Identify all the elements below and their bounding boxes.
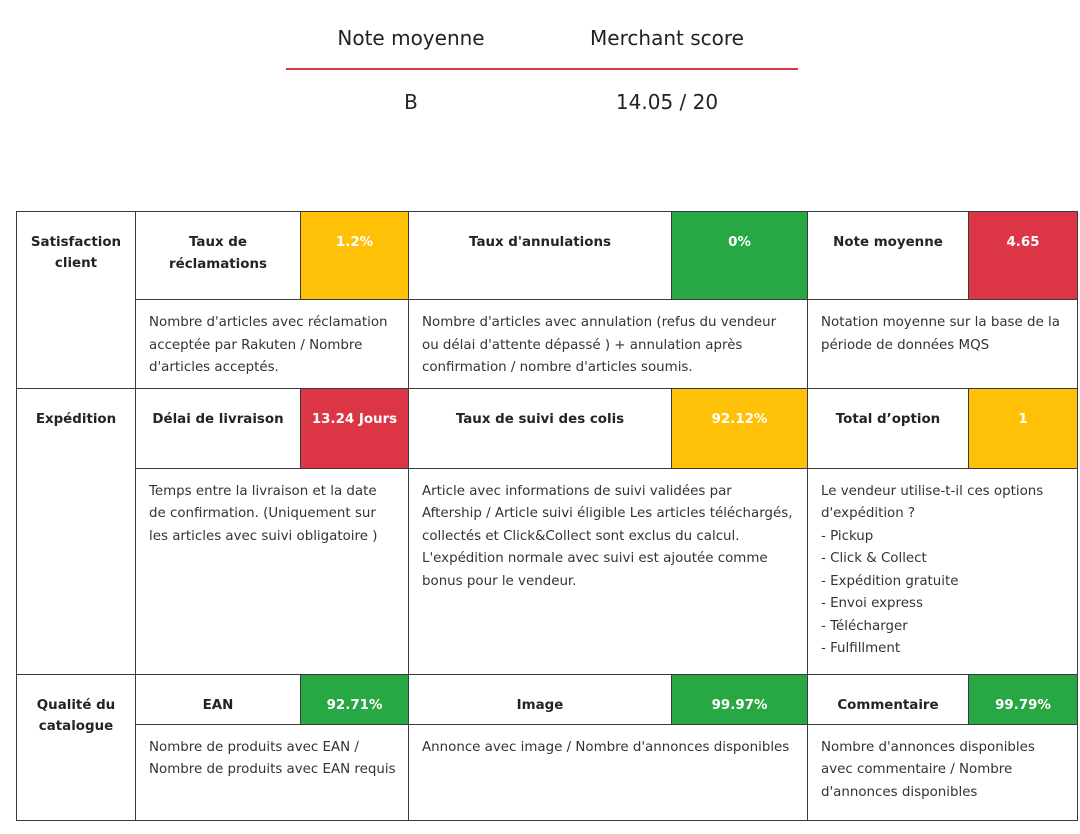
summary-header-avg: Note moyenne <box>337 26 485 50</box>
shipping-options-question: Le vendeur utilise-t-il ces options d'expédition ? <box>821 483 1044 521</box>
category-expedition: Expédition <box>17 388 136 674</box>
summary-header-row <box>286 22 798 70</box>
table-row <box>17 212 1078 300</box>
summary-header-avg-cell <box>286 22 536 50</box>
summary-values-row <box>286 70 798 134</box>
metric-value-annulations: 0% <box>672 212 808 300</box>
shipping-option-item: - Fulfillment <box>821 641 901 656</box>
table-row <box>17 674 1078 724</box>
metric-desc-commentaire: Nombre d'annonces disponibles avec commentaire / Nombre d'annonces disponibles <box>808 724 1078 820</box>
shipping-option-item: - Télécharger <box>821 618 908 634</box>
metric-desc-ean: Nombre de produits avec EAN / Nombre de produits avec EAN requis <box>136 724 409 820</box>
category-satisfaction: Satisfaction client <box>17 212 136 389</box>
metric-desc-reclamations: Nombre d'articles avec réclamation acceptée par Rakuten / Nombre d'articles acceptés. <box>136 300 409 389</box>
summary-score-cell <box>536 90 798 114</box>
metric-value-suivi-colis: 92.12% <box>672 388 808 468</box>
metric-name-delai-livraison: Délai de livraison <box>136 388 301 468</box>
shipping-option-item: - Expédition gratuite <box>821 573 959 589</box>
metric-name-image: Image <box>409 674 672 724</box>
metric-name-reclamations: Taux de réclamations <box>136 212 301 300</box>
summary-avg-cell <box>286 90 536 114</box>
table-row <box>17 300 1078 389</box>
metric-name-total-option: Total d’option <box>808 388 969 468</box>
metric-name-commentaire: Commentaire <box>808 674 969 724</box>
mqs-metrics-table <box>16 211 1078 821</box>
metric-value-delai-livraison: 13.24 Jours <box>301 388 409 468</box>
metric-value-commentaire: 99.79% <box>969 674 1078 724</box>
metric-desc-annulations: Nombre d'articles avec annulation (refus du vendeur ou délai d'attente dépassé ) + annulation après confirmation / nombre d'articles soumis. <box>409 300 808 389</box>
metric-name-note-moyenne: Note moyenne <box>808 212 969 300</box>
summary-header-score: Merchant score <box>590 26 744 50</box>
metric-value-note-moyenne: 4.65 <box>969 212 1078 300</box>
shipping-option-item: - Pickup <box>821 528 874 544</box>
category-qualite-catalogue: Qualité du catalogue <box>17 674 136 820</box>
table-row <box>17 468 1078 674</box>
merchant-summary <box>286 22 798 134</box>
metric-name-suivi-colis: Taux de suivi des colis <box>409 388 672 468</box>
metric-value-ean: 92.71% <box>301 674 409 724</box>
metric-value-total-option: 1 <box>969 388 1078 468</box>
metric-desc-suivi-colis: Article avec informations de suivi validées par Aftership / Article suivi éligible Les articles téléchargés, collectés et Click&Collect sont exclus du calcul. L'expédition normale avec suivi est ajoutée comme bonus pour le vendeur. <box>409 468 808 674</box>
metric-desc-total-option <box>808 468 1078 674</box>
shipping-option-item: - Click & Collect <box>821 551 927 566</box>
metric-desc-image: Annonce avec image / Nombre d'annonces disponibles <box>409 724 808 820</box>
metric-value-reclamations: 1.2% <box>301 212 409 300</box>
table-row <box>17 724 1078 820</box>
metric-desc-delai-livraison: Temps entre la livraison et la date de confirmation. (Uniquement sur les articles avec suivi obligatoire ) <box>136 468 409 674</box>
metric-value-image: 99.97% <box>672 674 808 724</box>
metric-name-ean: EAN <box>136 674 301 724</box>
summary-avg-value: B <box>404 90 418 114</box>
metric-name-annulations: Taux d'annulations <box>409 212 672 300</box>
summary-score-value: 14.05 / 20 <box>615 90 719 114</box>
shipping-option-item: - Envoi express <box>821 596 923 611</box>
table-row <box>17 388 1078 468</box>
metric-desc-note-moyenne: Notation moyenne sur la base de la période de données MQS <box>808 300 1078 389</box>
summary-header-score-cell <box>536 22 798 50</box>
